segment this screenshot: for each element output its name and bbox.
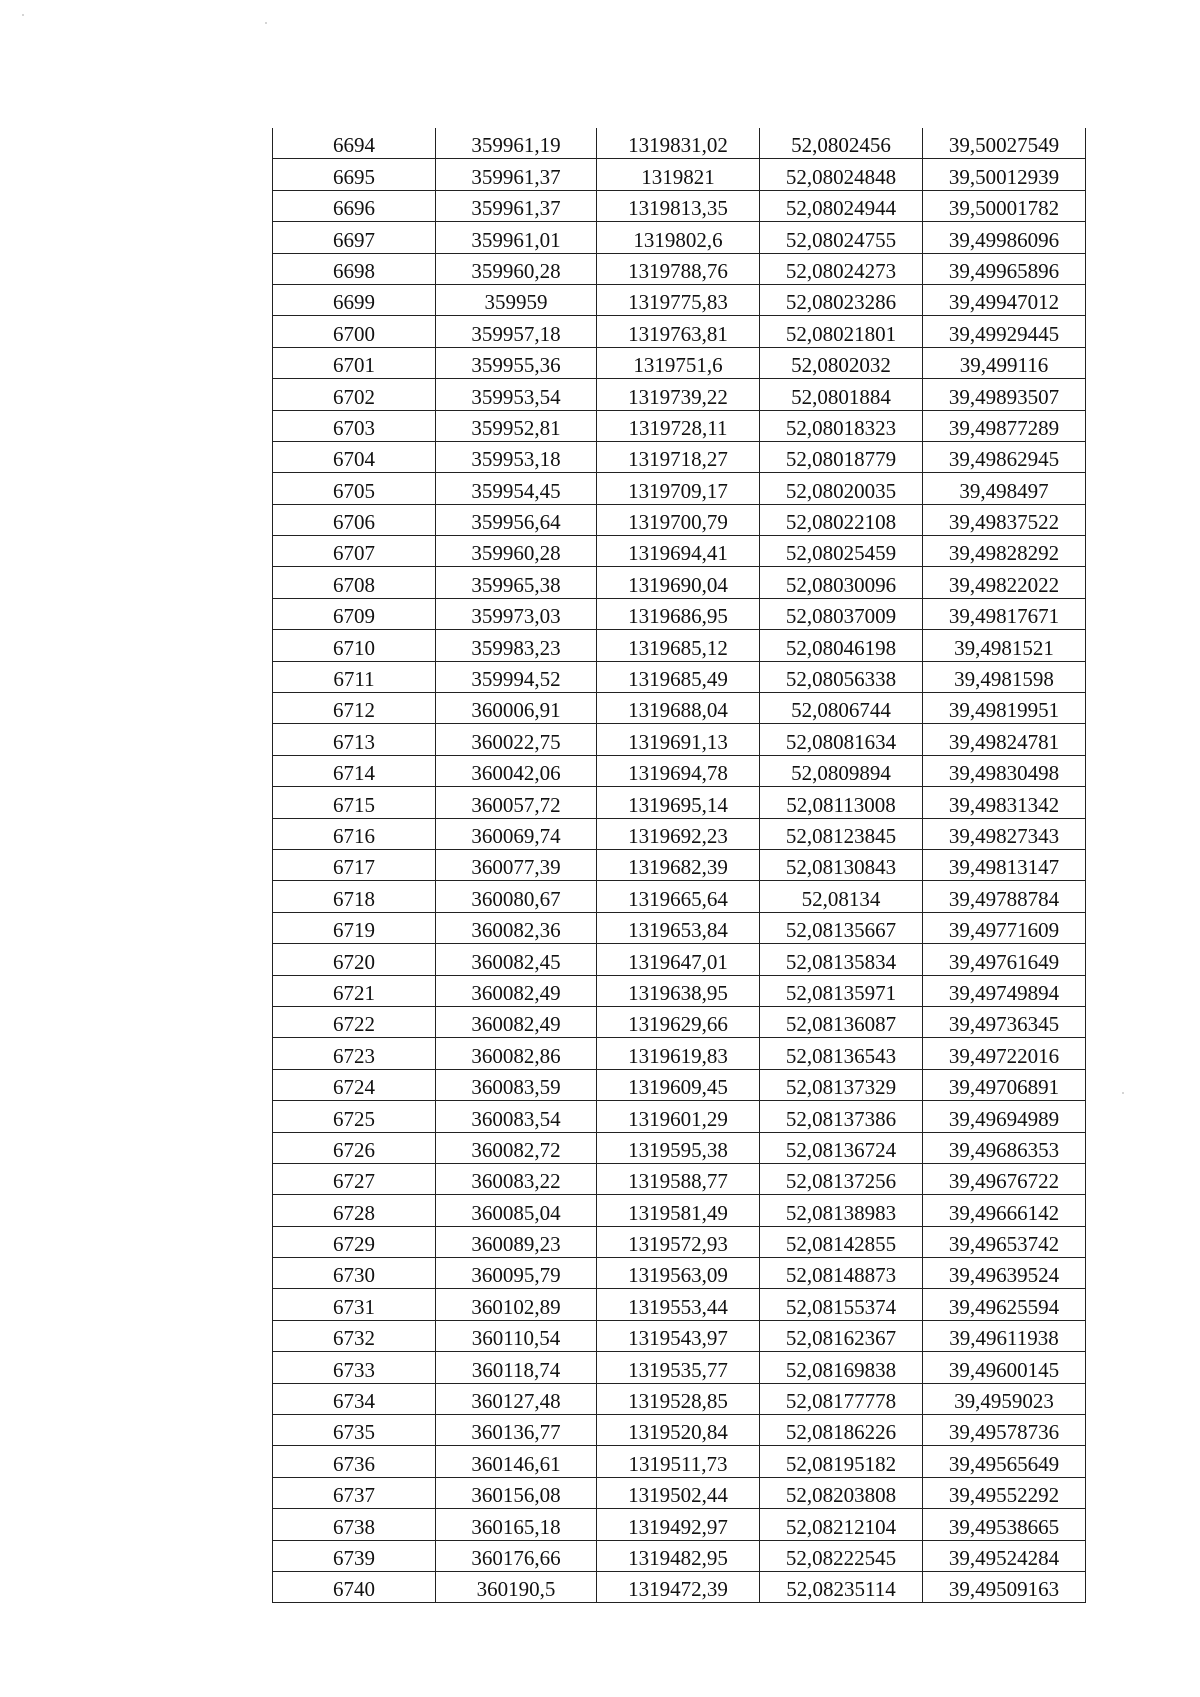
table-row <box>273 818 1086 849</box>
table-cell: 1319821 <box>597 159 760 190</box>
table-cell: 52,08137256 <box>760 1163 923 1194</box>
table-cell: 39,49565649 <box>923 1446 1086 1477</box>
table-cell: 6732 <box>273 1320 436 1351</box>
table-cell: 52,08018323 <box>760 410 923 441</box>
table-cell: 6702 <box>273 379 436 410</box>
table-cell: 6725 <box>273 1101 436 1132</box>
table-cell: 360069,74 <box>436 818 597 849</box>
table-cell: 1319629,66 <box>597 1006 760 1037</box>
table-cell: 360127,48 <box>436 1383 597 1414</box>
table-cell: 6711 <box>273 661 436 692</box>
table-row <box>273 787 1086 818</box>
table-cell: 1319492,97 <box>597 1509 760 1540</box>
table-cell: 1319690,04 <box>597 567 760 598</box>
table-row <box>273 504 1086 535</box>
table-cell: 359953,54 <box>436 379 597 410</box>
table-cell: 1319502,44 <box>597 1477 760 1508</box>
table-cell: 52,08186226 <box>760 1415 923 1446</box>
table-cell: 39,50012939 <box>923 159 1086 190</box>
table-row <box>273 1226 1086 1257</box>
table-cell: 6700 <box>273 316 436 347</box>
table-cell: 52,08024944 <box>760 190 923 221</box>
table-cell: 52,08021801 <box>760 316 923 347</box>
table-cell: 39,50001782 <box>923 190 1086 221</box>
table-cell: 39,49509163 <box>923 1571 1086 1602</box>
table-cell: 52,08155374 <box>760 1289 923 1320</box>
table-row <box>273 1383 1086 1414</box>
table-row <box>273 316 1086 347</box>
table-cell: 360136,77 <box>436 1415 597 1446</box>
table-cell: 52,08018779 <box>760 441 923 472</box>
table-cell: 6730 <box>273 1258 436 1289</box>
table-cell: 360083,54 <box>436 1101 597 1132</box>
table-cell: 52,08162367 <box>760 1320 923 1351</box>
table-cell: 1319694,78 <box>597 755 760 786</box>
scan-speck <box>265 22 267 24</box>
table-cell: 39,49877289 <box>923 410 1086 441</box>
table-cell: 52,0801884 <box>760 379 923 410</box>
table-cell: 39,49706891 <box>923 1069 1086 1100</box>
table-cell: 52,08081634 <box>760 724 923 755</box>
table-row <box>273 881 1086 912</box>
table-cell: 39,4981521 <box>923 630 1086 661</box>
table-cell: 6714 <box>273 755 436 786</box>
table-row <box>273 1477 1086 1508</box>
table-cell: 6695 <box>273 159 436 190</box>
table-cell: 39,49830498 <box>923 755 1086 786</box>
table-cell: 6694 <box>273 128 436 159</box>
table-cell: 360082,86 <box>436 1038 597 1069</box>
table-cell: 6719 <box>273 912 436 943</box>
table-cell: 359961,19 <box>436 128 597 159</box>
table-row <box>273 1101 1086 1132</box>
table-cell: 6704 <box>273 441 436 472</box>
table-cell: 360077,39 <box>436 849 597 880</box>
table-cell: 39,49552292 <box>923 1477 1086 1508</box>
table-cell: 1319685,12 <box>597 630 760 661</box>
table-cell: 39,49722016 <box>923 1038 1086 1069</box>
table-cell: 1319601,29 <box>597 1101 760 1132</box>
table-cell: 52,08130843 <box>760 849 923 880</box>
table-cell: 1319572,93 <box>597 1226 760 1257</box>
table-cell: 6739 <box>273 1540 436 1571</box>
table-cell: 1319609,45 <box>597 1069 760 1100</box>
table-row <box>273 1069 1086 1100</box>
table-row <box>273 849 1086 880</box>
table-cell: 360165,18 <box>436 1509 597 1540</box>
table-cell: 360110,54 <box>436 1320 597 1351</box>
table-cell: 359957,18 <box>436 316 597 347</box>
table-cell: 1319728,11 <box>597 410 760 441</box>
table-cell: 39,49761649 <box>923 944 1086 975</box>
table-cell: 360118,74 <box>436 1352 597 1383</box>
table-cell: 1319653,84 <box>597 912 760 943</box>
table-cell: 39,49666142 <box>923 1195 1086 1226</box>
table-cell: 39,49986096 <box>923 222 1086 253</box>
table-cell: 1319751,6 <box>597 347 760 378</box>
table-cell: 6723 <box>273 1038 436 1069</box>
table-cell: 360082,49 <box>436 975 597 1006</box>
table-cell: 359959 <box>436 284 597 315</box>
table-row <box>273 1540 1086 1571</box>
table-row <box>273 159 1086 190</box>
table-cell: 359955,36 <box>436 347 597 378</box>
table-cell: 1319543,97 <box>597 1320 760 1351</box>
table-cell: 6736 <box>273 1446 436 1477</box>
table-row <box>273 1352 1086 1383</box>
table-row <box>273 347 1086 378</box>
table-cell: 1319692,23 <box>597 818 760 849</box>
table-row <box>273 1006 1086 1037</box>
table-cell: 52,08135667 <box>760 912 923 943</box>
table-cell: 6733 <box>273 1352 436 1383</box>
table-row <box>273 724 1086 755</box>
table-cell: 39,49524284 <box>923 1540 1086 1571</box>
table-cell: 360082,36 <box>436 912 597 943</box>
table-cell: 359983,23 <box>436 630 597 661</box>
table-cell: 1319638,95 <box>597 975 760 1006</box>
table-cell: 359961,37 <box>436 159 597 190</box>
table-cell: 39,50027549 <box>923 128 1086 159</box>
table-cell: 52,08212104 <box>760 1509 923 1540</box>
table-cell: 359965,38 <box>436 567 597 598</box>
table-cell: 1319563,09 <box>597 1258 760 1289</box>
table-cell: 52,08138983 <box>760 1195 923 1226</box>
table-cell: 6698 <box>273 253 436 284</box>
table-cell: 39,49771609 <box>923 912 1086 943</box>
table-row <box>273 567 1086 598</box>
table-row <box>273 1038 1086 1069</box>
scan-speck <box>1122 1092 1124 1094</box>
table-cell: 6717 <box>273 849 436 880</box>
table-row <box>273 1509 1086 1540</box>
table-cell: 39,49749894 <box>923 975 1086 1006</box>
coordinates-table <box>272 128 1086 1603</box>
table-cell: 6734 <box>273 1383 436 1414</box>
table-cell: 52,08123845 <box>760 818 923 849</box>
table-cell: 6696 <box>273 190 436 221</box>
table-cell: 1319691,13 <box>597 724 760 755</box>
table-cell: 52,08113008 <box>760 787 923 818</box>
table-cell: 1319694,41 <box>597 536 760 567</box>
table-cell: 6703 <box>273 410 436 441</box>
table-cell: 6705 <box>273 473 436 504</box>
table-cell: 360083,22 <box>436 1163 597 1194</box>
table-cell: 39,49827343 <box>923 818 1086 849</box>
table-row <box>273 190 1086 221</box>
table-cell: 6722 <box>273 1006 436 1037</box>
table-cell: 52,08195182 <box>760 1446 923 1477</box>
table-cell: 6718 <box>273 881 436 912</box>
table-row <box>273 441 1086 472</box>
table-cell: 1319511,73 <box>597 1446 760 1477</box>
table-cell: 52,08235114 <box>760 1571 923 1602</box>
table-cell: 6716 <box>273 818 436 849</box>
table-cell: 1319665,64 <box>597 881 760 912</box>
table-cell: 360190,5 <box>436 1571 597 1602</box>
table-cell: 6724 <box>273 1069 436 1100</box>
table-cell: 52,08177778 <box>760 1383 923 1414</box>
table-cell: 360095,79 <box>436 1258 597 1289</box>
table-cell: 52,08135834 <box>760 944 923 975</box>
table-cell: 1319528,85 <box>597 1383 760 1414</box>
table-cell: 359954,45 <box>436 473 597 504</box>
table-cell: 1319682,39 <box>597 849 760 880</box>
table-cell: 6713 <box>273 724 436 755</box>
table-row <box>273 284 1086 315</box>
table-cell: 6710 <box>273 630 436 661</box>
table-row <box>273 222 1086 253</box>
table-cell: 360089,23 <box>436 1226 597 1257</box>
table-cell: 39,49686353 <box>923 1132 1086 1163</box>
table-row <box>273 1320 1086 1351</box>
table-cell: 39,49676722 <box>923 1163 1086 1194</box>
table-body <box>273 128 1086 1603</box>
table-cell: 360176,66 <box>436 1540 597 1571</box>
table-cell: 359953,18 <box>436 441 597 472</box>
table-cell: 1319520,84 <box>597 1415 760 1446</box>
table-cell: 52,08134 <box>760 881 923 912</box>
table-row <box>273 379 1086 410</box>
table-cell: 360156,08 <box>436 1477 597 1508</box>
table-row <box>273 1415 1086 1446</box>
table-cell: 52,08030096 <box>760 567 923 598</box>
table-cell: 1319775,83 <box>597 284 760 315</box>
table-row <box>273 1571 1086 1602</box>
table-cell: 39,4981598 <box>923 661 1086 692</box>
table-cell: 360082,45 <box>436 944 597 975</box>
table-cell: 39,49578736 <box>923 1415 1086 1446</box>
table-cell: 52,08022108 <box>760 504 923 535</box>
table-cell: 39,49831342 <box>923 787 1086 818</box>
table-cell: 39,49538665 <box>923 1509 1086 1540</box>
table-cell: 52,08222545 <box>760 1540 923 1571</box>
table-cell: 1319472,39 <box>597 1571 760 1602</box>
table-cell: 39,49822022 <box>923 567 1086 598</box>
table-cell: 52,08024273 <box>760 253 923 284</box>
table-cell: 359961,37 <box>436 190 597 221</box>
table-row <box>273 661 1086 692</box>
table-cell: 39,498497 <box>923 473 1086 504</box>
table-cell: 39,49813147 <box>923 849 1086 880</box>
table-cell: 359960,28 <box>436 253 597 284</box>
table-row <box>273 473 1086 504</box>
table-cell: 39,49600145 <box>923 1352 1086 1383</box>
table-cell: 52,08056338 <box>760 661 923 692</box>
table-cell: 1319718,27 <box>597 441 760 472</box>
table-cell: 6727 <box>273 1163 436 1194</box>
table-cell: 52,08024755 <box>760 222 923 253</box>
table-cell: 52,0802032 <box>760 347 923 378</box>
table-cell: 1319647,01 <box>597 944 760 975</box>
table-cell: 52,08137329 <box>760 1069 923 1100</box>
table-cell: 39,49947012 <box>923 284 1086 315</box>
table-cell: 360102,89 <box>436 1289 597 1320</box>
table-row <box>273 128 1086 159</box>
table-cell: 52,08024848 <box>760 159 923 190</box>
table-cell: 52,08137386 <box>760 1101 923 1132</box>
table-row <box>273 630 1086 661</box>
table-cell: 1319802,6 <box>597 222 760 253</box>
table-cell: 6720 <box>273 944 436 975</box>
table-cell: 360082,49 <box>436 1006 597 1037</box>
table-cell: 52,08135971 <box>760 975 923 1006</box>
table-cell: 39,49824781 <box>923 724 1086 755</box>
table-cell: 360080,67 <box>436 881 597 912</box>
table-row <box>273 1132 1086 1163</box>
table-cell: 6735 <box>273 1415 436 1446</box>
table-cell: 1319700,79 <box>597 504 760 535</box>
table-row <box>273 693 1086 724</box>
table-cell: 52,08142855 <box>760 1226 923 1257</box>
table-cell: 39,4959023 <box>923 1383 1086 1414</box>
table-cell: 1319763,81 <box>597 316 760 347</box>
table-cell: 1319813,35 <box>597 190 760 221</box>
table-row <box>273 1195 1086 1226</box>
table-cell: 52,08023286 <box>760 284 923 315</box>
table-cell: 39,49837522 <box>923 504 1086 535</box>
table-row <box>273 1446 1086 1477</box>
table-cell: 39,49862945 <box>923 441 1086 472</box>
table-cell: 39,49965896 <box>923 253 1086 284</box>
table-cell: 1319482,95 <box>597 1540 760 1571</box>
table-row <box>273 536 1086 567</box>
table-cell: 360083,59 <box>436 1069 597 1100</box>
table-cell: 1319588,77 <box>597 1163 760 1194</box>
table-row <box>273 755 1086 786</box>
table-cell: 1319581,49 <box>597 1195 760 1226</box>
table-cell: 52,08148873 <box>760 1258 923 1289</box>
table-cell: 52,08046198 <box>760 630 923 661</box>
table-cell: 360057,72 <box>436 787 597 818</box>
table-row <box>273 912 1086 943</box>
table-cell: 6738 <box>273 1509 436 1540</box>
table-cell: 6701 <box>273 347 436 378</box>
table-cell: 6740 <box>273 1571 436 1602</box>
table-cell: 1319831,02 <box>597 128 760 159</box>
table-cell: 52,08203808 <box>760 1477 923 1508</box>
table-cell: 1319688,04 <box>597 693 760 724</box>
table-cell: 52,0806744 <box>760 693 923 724</box>
table-cell: 359994,52 <box>436 661 597 692</box>
table-cell: 39,49736345 <box>923 1006 1086 1037</box>
table-cell: 39,49828292 <box>923 536 1086 567</box>
table-cell: 359952,81 <box>436 410 597 441</box>
table-cell: 6697 <box>273 222 436 253</box>
table-cell: 360022,75 <box>436 724 597 755</box>
table-cell: 6707 <box>273 536 436 567</box>
table-cell: 1319695,14 <box>597 787 760 818</box>
table-cell: 39,49625594 <box>923 1289 1086 1320</box>
table-cell: 39,49819951 <box>923 693 1086 724</box>
table-cell: 52,08136724 <box>760 1132 923 1163</box>
table-row <box>273 975 1086 1006</box>
table-cell: 6729 <box>273 1226 436 1257</box>
table-cell: 359973,03 <box>436 598 597 629</box>
table-cell: 52,08136087 <box>760 1006 923 1037</box>
table-cell: 39,49639524 <box>923 1258 1086 1289</box>
table-cell: 1319595,38 <box>597 1132 760 1163</box>
table-cell: 359961,01 <box>436 222 597 253</box>
table-cell: 360006,91 <box>436 693 597 724</box>
table-cell: 39,49694989 <box>923 1101 1086 1132</box>
table-cell: 1319739,22 <box>597 379 760 410</box>
table-cell: 6708 <box>273 567 436 598</box>
table-cell: 6737 <box>273 1477 436 1508</box>
table-cell: 52,08169838 <box>760 1352 923 1383</box>
table-cell: 360042,06 <box>436 755 597 786</box>
table-cell: 1319686,95 <box>597 598 760 629</box>
table-cell: 360085,04 <box>436 1195 597 1226</box>
table-row <box>273 944 1086 975</box>
table-cell: 6731 <box>273 1289 436 1320</box>
table-cell: 6699 <box>273 284 436 315</box>
table-row <box>273 598 1086 629</box>
table-row <box>273 410 1086 441</box>
table-cell: 6726 <box>273 1132 436 1163</box>
table-cell: 1319553,44 <box>597 1289 760 1320</box>
table-cell: 6728 <box>273 1195 436 1226</box>
table-row <box>273 1163 1086 1194</box>
table-cell: 359956,64 <box>436 504 597 535</box>
table-cell: 6706 <box>273 504 436 535</box>
table-cell: 1319685,49 <box>597 661 760 692</box>
table-row <box>273 1289 1086 1320</box>
table-cell: 39,49817671 <box>923 598 1086 629</box>
table-cell: 52,0809894 <box>760 755 923 786</box>
table-cell: 52,0802456 <box>760 128 923 159</box>
table-cell: 1319788,76 <box>597 253 760 284</box>
table-cell: 39,49611938 <box>923 1320 1086 1351</box>
table-cell: 1319535,77 <box>597 1352 760 1383</box>
table-cell: 39,49893507 <box>923 379 1086 410</box>
table-cell: 1319619,83 <box>597 1038 760 1069</box>
table-cell: 6712 <box>273 693 436 724</box>
table-row <box>273 1258 1086 1289</box>
table-cell: 52,08136543 <box>760 1038 923 1069</box>
table-cell: 360082,72 <box>436 1132 597 1163</box>
table-cell: 359960,28 <box>436 536 597 567</box>
table-cell: 39,49653742 <box>923 1226 1086 1257</box>
table-cell: 52,08020035 <box>760 473 923 504</box>
table-cell: 52,08025459 <box>760 536 923 567</box>
table-cell: 1319709,17 <box>597 473 760 504</box>
table-cell: 39,49929445 <box>923 316 1086 347</box>
table-cell: 6721 <box>273 975 436 1006</box>
table-cell: 6709 <box>273 598 436 629</box>
table-cell: 39,499116 <box>923 347 1086 378</box>
table-cell: 52,08037009 <box>760 598 923 629</box>
table-row <box>273 253 1086 284</box>
scan-speck <box>22 14 24 16</box>
table-cell: 6715 <box>273 787 436 818</box>
table-cell: 360146,61 <box>436 1446 597 1477</box>
table-cell: 39,49788784 <box>923 881 1086 912</box>
